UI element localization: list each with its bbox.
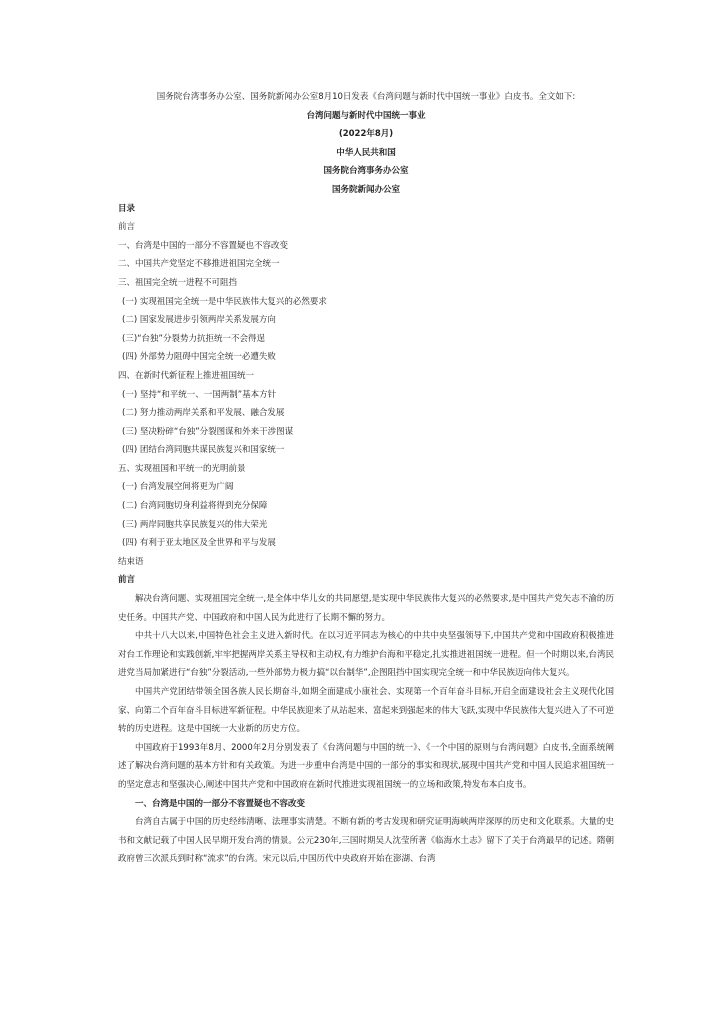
toc-item: (四) 团结台湾同胞共谋民族复兴和国家统一 [122,445,285,456]
body-paragraph: 中国政府于1993年8月、2000年2月分别发表了《台湾问题与中国的统一》、《一个中国的原则与台湾问题》白皮书,全面系统阐述了解决台湾问题的基本方针和有关政策。为进一步重申台湾是中国的一部分的事实和现状,展现中国共产党和中国人民追求祖国统一的坚定意志和坚强决心,阐述中国共产党和中国政府在新时代推进实现祖国统一的立场和政策,特发布本白皮书。 [118,742,614,790]
document-date: (2022年8月) [338,129,394,140]
toc-item: (四) 有利于亚太地区及全世界和平与发展 [122,538,276,549]
intro-line: 国务院台湾事务办公室、国务院新闻办公室8月10日发表《台湾问题与新时代中国统一事业》白皮书。全文如下: [156,92,576,102]
toc-heading: 目录 [118,203,136,214]
body-paragraph: 台湾自古属于中国的历史经纬清晰、法理事实清楚。不断有新的考古发现和研究证明海峡两岸深厚的历史和文化联系。大量的史书和文献记载了中国人民早期开发台湾的情景。公元230年,三国时期吴人沈莹所著《临海水土志》留下了关于台湾最早的记述。隋朝政府曾三次派兵到时称“流求”的台湾。宋元以后,中国历代中央政府开始在澎湖、台湾 [118,817,614,865]
body-paragraph: 解决台湾问题、实现祖国完全统一,是全体中华儿女的共同愿望,是实现中华民族伟大复兴的必然要求,是中国共产党矢志不渝的历史任务。中国共产党、中国政府和中国人民为此进行了长期不懈的努力。 [118,594,614,623]
toc-item: 五、实现祖国和平统一的光明前景 [118,463,246,474]
document-page [118,88,614,869]
toc-item: (一) 实现祖国完全统一是中华民族伟大复兴的必然要求 [122,296,327,307]
toc-item: (四) 外部势力阻碍中国完全统一必遭失败 [122,352,276,363]
toc-item: (一) 台湾发展空间将更为广阔 [122,482,234,493]
toc-item: 一、台湾是中国的一部分不容置疑也不容改变 [118,240,289,251]
toc-item: (三)“台独”分裂势力抗拒统一不会得逞 [122,333,265,344]
toc-item: 四、在新时代新征程上推进祖国统一 [118,370,255,381]
toc-item: (二) 国家发展进步引领两岸关系发展方向 [122,315,276,326]
toc-item: (三) 两岸同胞共享民族复兴的伟大荣光 [122,519,268,530]
table-of-contents [118,218,614,571]
body-paragraph: 中共十八大以来,中国特色社会主义进入新时代。在以习近平同志为核心的中共中央坚强领导下,中国共产党和中国政府积极推进对台工作理论和实践创新,牢牢把握两岸关系主导权和主动权,有力维护台海和平稳定,扎实推进祖国统一进程。但一个时期以来,台湾民进党当局加紧进行“台独”分裂活动,一些外部势力极力搞“以台制华”,企图阻挡中国实现完全统一和中华民族迈向伟大复兴。 [118,631,614,679]
body-paragraph: 中国共产党团结带领全国各族人民长期奋斗,如期全面建成小康社会、实现第一个百年奋斗目标,开启全面建设社会主义现代化国家、向第二个百年奋斗目标进军新征程。中华民族迎来了从站起来、富起来到强起来的伟大飞跃,实现中华民族伟大复兴进入了不可逆转的历史进程。这是中国统一大业新的历史方位。 [118,687,614,735]
issuer-office-taiwan-affairs: 国务院台湾事务办公室 [323,166,409,177]
toc-item: 结束语 [118,556,144,567]
issuer-country: 中华人民共和国 [336,147,396,158]
toc-item: (一) 坚持“和平统一、一国两制”基本方针 [122,389,277,400]
issuer-office-information: 国务院新闻办公室 [331,184,400,195]
toc-item: 三、祖国完全统一进程不可阻挡 [118,277,238,288]
toc-item: (二) 台湾同胞切身利益将得到充分保障 [122,501,268,512]
toc-item: (三) 坚决粉碎“台独”分裂图谋和外来干涉图谋 [122,426,294,437]
toc-item: 二、中国共产党坚定不移推进祖国完全统一 [118,259,280,270]
toc-item: 前言 [118,222,136,233]
toc-item: (二) 努力推动两岸关系和平发展、融合发展 [122,408,285,419]
document-title: 台湾问题与新时代中国统一事业 [306,110,426,121]
section-heading: 一、台湾是中国的一部分不容置疑也不容改变 [135,798,306,809]
preface-heading: 前言 [118,575,136,586]
